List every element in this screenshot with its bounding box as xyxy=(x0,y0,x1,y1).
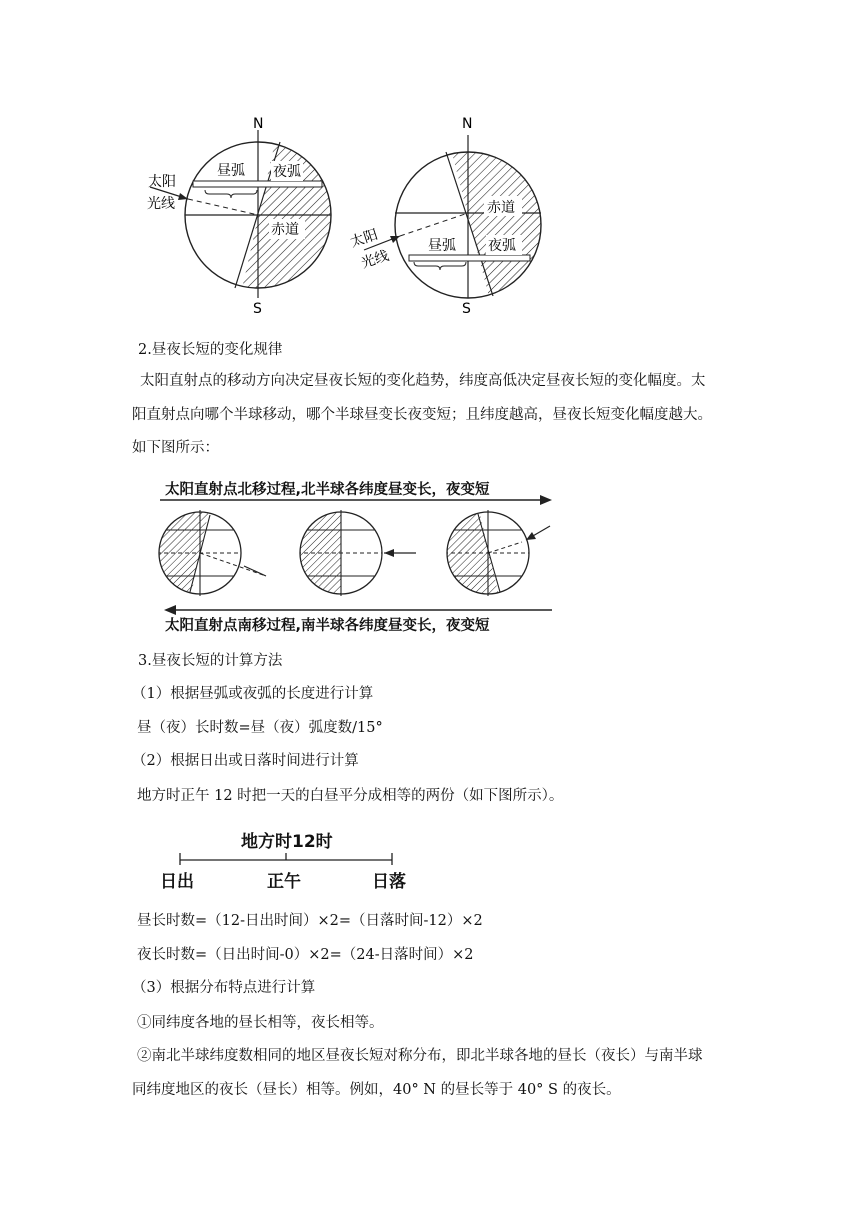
globe-north-shift xyxy=(430,505,550,600)
globe-figure xyxy=(130,110,560,320)
left-south-label: S xyxy=(253,301,262,317)
section2-paragraph-line1: 太阳直射点的移动方向决定昼夜长短的变化趋势，纬度高低决定昼夜长短的变化幅度。太 xyxy=(140,373,706,389)
right-globe xyxy=(348,116,560,320)
section3-point2-line2: 同纬度地区的夜长（昼长）相等。例如，40° N 的昼长等于 40° S 的夜长。 xyxy=(132,1082,621,1098)
section3-desc2: 地方时正午 12 时把一天的白昼平分成相等的两份（如下图所示）。 xyxy=(137,788,564,804)
left-day-arc-label: 昼弧 xyxy=(217,163,245,179)
timeline-noon: 正午 xyxy=(267,872,301,892)
right-day-arc-label: 昼弧 xyxy=(428,238,456,254)
south-shift-caption: 太阳直射点南移过程,南半球各纬度昼变长，夜变短 xyxy=(165,618,490,634)
timeline-sunrise: 日出 xyxy=(160,872,194,892)
right-north-label: N xyxy=(462,116,473,132)
three-globes-figure xyxy=(140,490,560,615)
section3-sub3: （3）根据分布特点进行计算 xyxy=(132,980,316,996)
section2-heading: 2.昼夜长短的变化规律 xyxy=(138,342,283,358)
right-equator-label: 赤道 xyxy=(487,200,515,216)
section3-sub2: （2）根据日出或日落时间进行计算 xyxy=(132,753,359,769)
section3-point1: ①同纬度各地的昼长相等，夜长相等。 xyxy=(137,1015,384,1031)
right-night-arc-label: 夜弧 xyxy=(488,238,516,254)
left-sun-ray-label-2: 光线 xyxy=(147,196,175,212)
formula-day-length: 昼长时数=（12-日出时间）×2=（日落时间-12）×2 xyxy=(137,913,483,929)
left-sun-ray-label-1: 太阳 xyxy=(148,174,176,190)
formula-night-length: 夜长时数=（日出时间-0）×2=（24-日落时间）×2 xyxy=(137,947,474,963)
globe-south-shift xyxy=(150,505,266,600)
right-south-label: S xyxy=(462,301,471,317)
timeline xyxy=(170,850,400,868)
left-north-label: N xyxy=(253,116,264,132)
north-shift-caption: 太阳直射点北移过程,北半球各纬度昼变长，夜变短 xyxy=(165,482,490,498)
section3-sub1: （1）根据昼弧或夜弧的长度进行计算 xyxy=(132,686,374,702)
section3-heading: 3.昼夜长短的计算方法 xyxy=(138,653,283,669)
right-sun-ray-label-1: 太阳 xyxy=(348,226,380,251)
left-night-arc-label: 夜弧 xyxy=(273,164,301,180)
timeline-sunset: 日落 xyxy=(372,872,406,892)
section3-point2-line1: ②南北半球纬度数相同的地区昼夜长短对称分布，即北半球各地的昼长（夜长）与南半球 xyxy=(137,1048,703,1064)
section2-paragraph-line3: 如下图所示： xyxy=(132,440,219,456)
timeline-title: 地方时12时 xyxy=(241,832,333,852)
section3-formula1: 昼（夜）长时数=昼（夜）弧度数/15° xyxy=(137,720,383,736)
left-equator-label: 赤道 xyxy=(271,222,299,238)
right-sun-ray-label-2: 光线 xyxy=(359,247,391,272)
section2-paragraph-line2: 阳直射点向哪个半球移动，哪个半球昼变长夜变短；且纬度越高，昼夜长短变化幅度越大。 xyxy=(132,407,712,423)
globe-equinox xyxy=(290,505,416,605)
left-globe xyxy=(147,116,360,320)
